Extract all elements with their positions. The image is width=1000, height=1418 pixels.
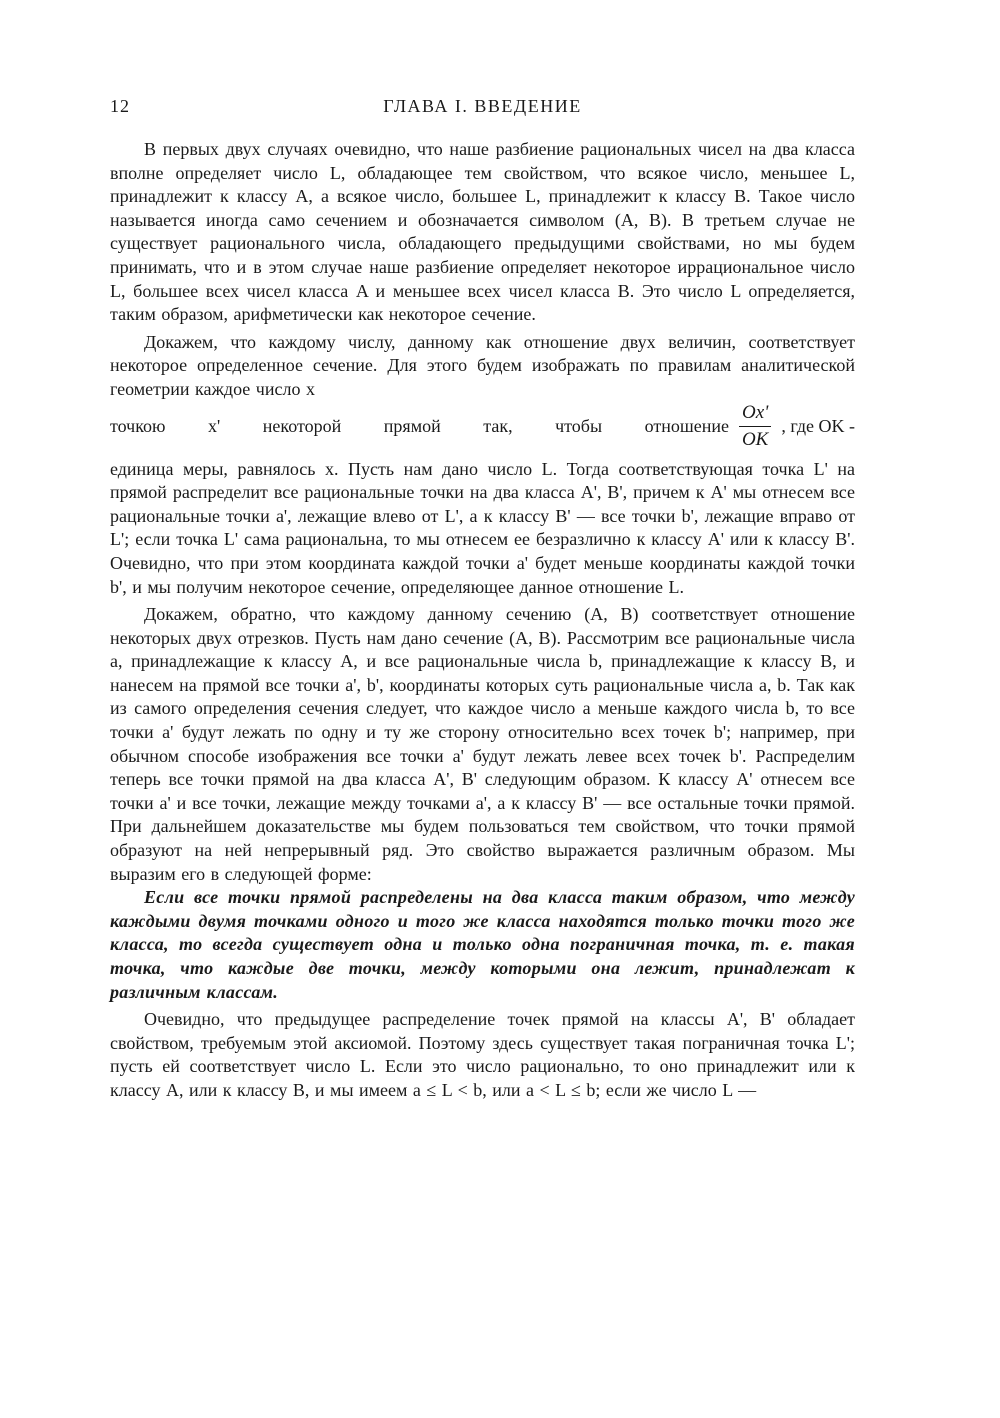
continuity-axiom: Если все точки прямой распределены на два класса таким образом, что между каждыми двумя точками одного и того же класса находятся только точки того же класса, то всегда существует одна и только одна пограничная точка, т. е. такая точка, что каждые две точки, между которыми она лежит, принадлежат к различным классам. bbox=[110, 887, 855, 1002]
page-header bbox=[110, 92, 855, 124]
fraction-denominator: OK bbox=[741, 429, 769, 451]
paragraph-sechenie-definition: В первых двух случаях очевидно, что наше разбиение рациональных чисел на два класса вполне определяет число L, обладающее тем свойством, что всякое число, меньшее L, принадлежит к классу A, а всякое число, большее L, принадлежит к классу B. Такое число называется иногда само сечением и обозначается символом (A, B). В третьем случае не существует рационального числа, обладающего предыдущими свойствами, но мы будем принимать, что и в этом случае наше разбиение определяет некоторое иррациональное число L, большее всех чисел класса A и меньшее всех чисел класса B. Это число L определяется, таким образом, арифметически как некоторое сечение. bbox=[110, 139, 855, 325]
body-text bbox=[110, 138, 855, 1103]
paragraph-ratio-continuation: единица меры, равнялось x. Пусть нам дано число L. Тогда соответствующая точка L' на прямой распределит все рациональные точки на два класса A', B', причем к A' мы отнесем все рациональные точки a', лежащие влево от L', а к классу B' — все точки b', лежащие вправо от L'; если точка L' сама рациональна, то мы отнесем ее безразлично к классу A' или к классу B'. Очевидно, что при этом координата каждой точки a' будет меньше координаты каждой точки b', и мы получим некоторое сечение, определяющее данное отношение L. bbox=[110, 458, 855, 597]
paragraph-boundary-point: Очевидно, что предыдущее распределение точек прямой на классы A', B' обладает свойством, требуемым этой аксиомой. Поэтому здесь существует такая пограничная точка L'; пусть ей соответствует число L. Если это число рационально, то оно принадлежит или к классу A, или к классу B, и мы имеем a ≤ L < b, или a < L ≤ b; если же число L — bbox=[110, 1009, 855, 1100]
ratio-fraction bbox=[739, 400, 771, 453]
paragraph-converse-proof: Докажем, обратно, что каждому данному сечению (A, B) соответствует отношение некоторых двух отрезков. Пусть нам дано сечение (A, B). Рассмотрим все рациональные числа a, принадлежащие к классу A, и все рациональные числа b, принадлежащие к классу B, и нанесем на прямой все точки a', b', координаты которых суть рациональные числа a, b. Так как из самого определения сечения следует, что каждое число a меньше каждого числа b, то все точки a' будут лежать по одну и ту же сторону относительно всех точек b'; например, при обычном способе изображения все точки a' будут лежать левее всех точек b'. Распределим теперь все точки прямой на два класса A', B' следующим образом. К классу A' отнесем все точки a' и все точки, лежащие между точками a', а к классу B' — все остальные точки прямой. При дальнейшем доказательстве мы будем пользоваться тем свойством, что точки прямой образуют на ней непрерывный ряд. Это свойство выражается различным образом. Мы выразим его в следующей форме: bbox=[110, 604, 855, 884]
fraction-numerator: Ox' bbox=[739, 400, 771, 427]
ratio-text-before: точкою x' некоторой прямой так, чтобы отношение bbox=[110, 416, 729, 437]
paragraph-ratio-start: Докажем, что каждому числу, данному как отношение двух величин, соответствует некоторое определенное сечение. Для этого будем изображать по правилам аналитической геометрии каждое число x bbox=[110, 331, 855, 399]
running-title: ГЛАВА I. ВВЕДЕНИЕ bbox=[383, 96, 582, 116]
ratio-formula-line bbox=[110, 396, 855, 458]
page-number: 12 bbox=[110, 96, 130, 116]
document-page bbox=[110, 92, 855, 1103]
ratio-text-after: , где OK - bbox=[781, 416, 855, 437]
